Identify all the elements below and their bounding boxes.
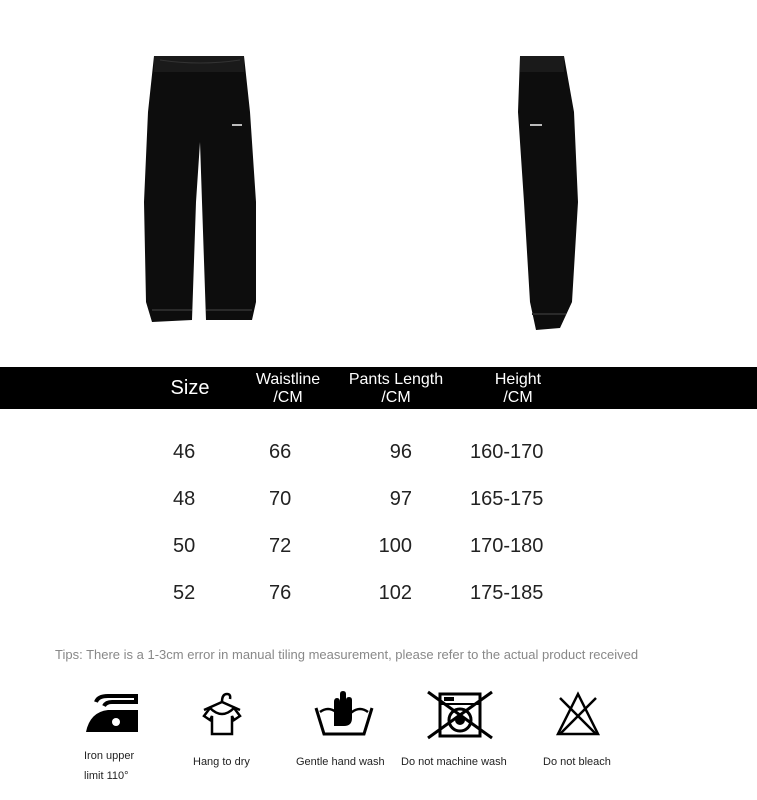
size-table-header xyxy=(0,367,757,409)
no-machine-wash-icon xyxy=(426,690,494,740)
cell-length: 96 xyxy=(389,441,412,463)
iron-icon xyxy=(82,692,142,738)
care-label-iron xyxy=(84,746,134,786)
cell-height: 170-180 xyxy=(470,535,544,557)
header-size: Size xyxy=(170,377,210,399)
header-waistline xyxy=(238,371,338,407)
cell-waist: 66 xyxy=(269,441,292,463)
care-label-iron-line2: limit 110° xyxy=(84,770,129,782)
cell-length: 102 xyxy=(378,582,412,604)
header-waistline-label: Waistline xyxy=(255,371,321,388)
header-height-unit: /CM xyxy=(503,389,533,406)
pants-front-icon xyxy=(140,52,262,334)
header-pants-length-label: Pants Length xyxy=(348,371,444,388)
header-pants-length-unit: /CM xyxy=(381,389,411,406)
hand-wash-icon xyxy=(314,690,374,738)
cell-height: 160-170 xyxy=(470,441,544,463)
header-height-label: Height xyxy=(494,371,542,388)
cell-height: 165-175 xyxy=(470,488,544,510)
cell-waist: 70 xyxy=(269,488,292,510)
header-height xyxy=(468,371,568,407)
cell-length: 100 xyxy=(378,535,412,557)
cell-length: 97 xyxy=(389,488,412,510)
care-label-hang-dry: Hang to dry xyxy=(193,756,250,768)
care-label-no-bleach: Do not bleach xyxy=(543,756,611,768)
cell-waist: 76 xyxy=(269,582,292,604)
care-label-iron-line1: Iron upper xyxy=(84,750,135,762)
hang-dry-icon xyxy=(200,688,244,738)
measurement-tips: Tips: There is a 1-3cm error in manual tiling measurement, please refer to the actual product received xyxy=(55,647,639,662)
cell-waist: 72 xyxy=(269,535,292,557)
cell-height: 175-185 xyxy=(470,582,544,604)
cell-size: 46 xyxy=(173,441,196,463)
cell-size: 48 xyxy=(173,488,196,510)
cell-size: 52 xyxy=(173,582,196,604)
pants-side-icon xyxy=(512,52,584,334)
care-label-no-machine-wash: Do not machine wash xyxy=(401,756,507,768)
header-waistline-unit: /CM xyxy=(273,389,303,406)
no-bleach-icon xyxy=(554,690,602,738)
care-label-hand-wash: Gentle hand wash xyxy=(296,756,385,768)
cell-size: 50 xyxy=(173,535,196,557)
header-pants-length xyxy=(336,371,456,407)
